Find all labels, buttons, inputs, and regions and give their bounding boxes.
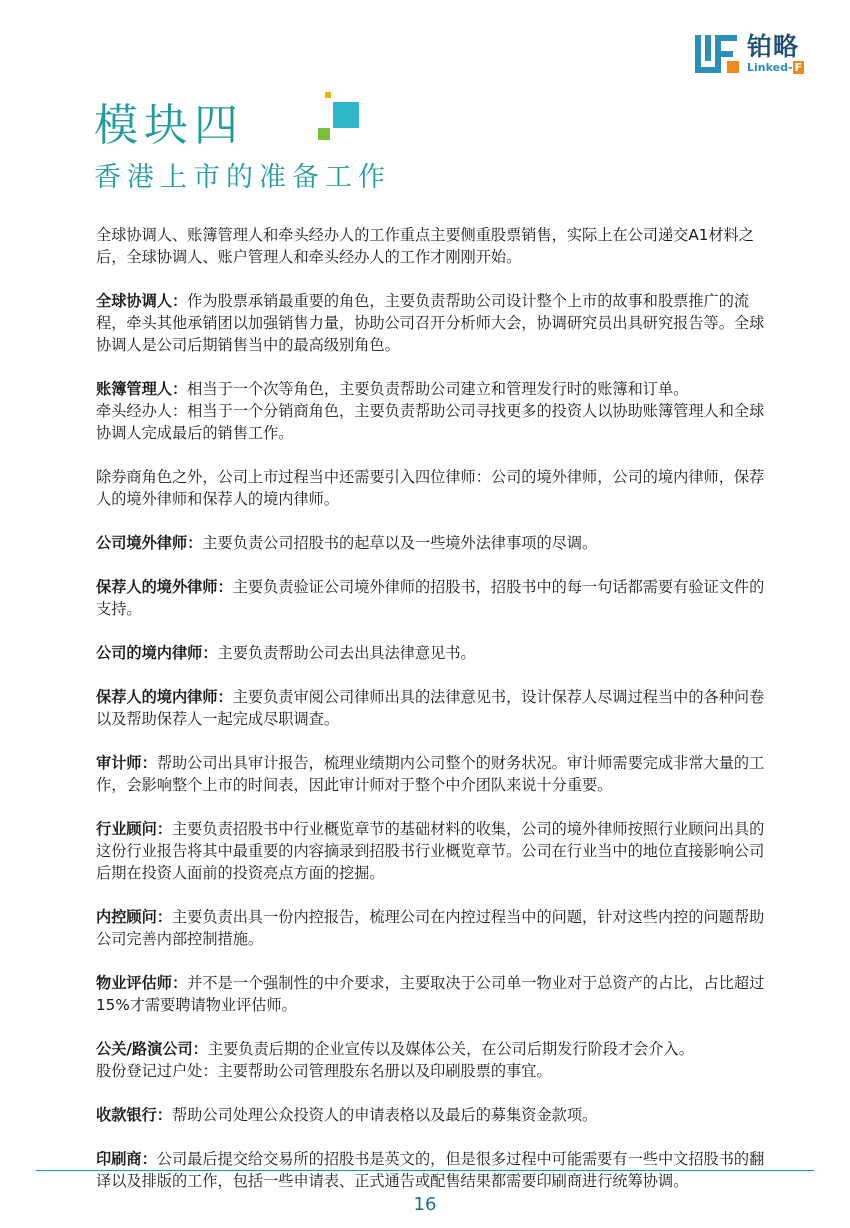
paragraph-label: 印刷商： xyxy=(96,1150,157,1168)
paragraph: 全球协调人：作为股票承销最重要的角色，主要负责帮助公司设计整个上市的故事和股票推广的流程，牵头其他承销团以加强销售力量，协助公司召开分析师大会，协调研究员出具研究报告等。全球协调人是公司后期销售当中的最高级别角色。 xyxy=(96,292,765,354)
paragraph-label: 保荐人的境内律师： xyxy=(96,688,233,706)
footer-divider xyxy=(36,1170,814,1171)
paragraph: 公关/路演公司：主要负责后期的企业宣传以及媒体公关，在公司后期发行阶段才会介入。 xyxy=(96,1040,694,1058)
paragraph: 公司境外律师：主要负责公司招股书的起草以及一些境外法律事项的尽调。 xyxy=(96,534,598,552)
paragraph: 股份登记过户处：主要帮助公司管理股东名册以及印刷股票的事宜。 xyxy=(96,1062,552,1080)
paragraph-label: 收款银行： xyxy=(96,1106,172,1124)
logo-mark-icon xyxy=(695,35,741,73)
paragraph: 除券商角色之外，公司上市过程当中还需要引入四位律师：公司的境外律师，公司的境内律师，保荐人的境外律师和保荐人的境内律师。 xyxy=(96,468,765,508)
paragraph: 物业评估师：并不是一个强制性的中介要求，主要取决于公司单一物业对于总资产的占比，占比超过15%才需要聘请物业评估师。 xyxy=(96,974,765,1014)
paragraph-label: 全球协调人： xyxy=(96,292,188,310)
paragraph-label: 保荐人的境外律师： xyxy=(96,578,233,596)
paragraph: 内控顾问：主要负责出具一份内控报告，梳理公司在内控过程当中的问题，针对这些内控的问题帮助公司完善内部控制措施。 xyxy=(96,908,765,948)
paragraph: 保荐人的境内律师：主要负责审阅公司律师出具的法律意见书，设计保荐人尽调过程当中的各种问卷以及帮助保荐人一起完成尽职调查。 xyxy=(96,688,765,728)
page-number: 16 xyxy=(413,1194,437,1215)
logo-english-name: Linked- F xyxy=(747,61,803,74)
module-subtitle: 香港上市的准备工作 xyxy=(94,162,391,193)
logo-chinese-name: 铂略 xyxy=(747,32,800,61)
paragraph-label: 公司境外律师： xyxy=(96,534,203,552)
paragraph-label: 公司的境内律师： xyxy=(96,644,218,662)
paragraph: 公司的境内律师：主要负责帮助公司去出具法律意见书。 xyxy=(96,644,476,662)
paragraph-label: 审计师： xyxy=(96,754,157,772)
paragraph-label: 内控顾问： xyxy=(96,908,172,926)
paragraph: 印刷商：公司最后提交给交易所的招股书是英文的，但是很多过程中可能需要有一些中文招股书的翻译以及排版的工作，包括一些申请表、正式通告或配售结果都需要印刷商进行统筹协调。 xyxy=(96,1150,765,1190)
paragraph-label: 行业顾问： xyxy=(96,820,172,838)
paragraph: 保荐人的境外律师：主要负责验证公司境外律师的招股书，招股书中的每一句话都需要有验证文件的支持。 xyxy=(96,578,765,618)
paragraph: 审计师：帮助公司出具审计报告，梳理业绩期内公司整个的财务状况。审计师需要完成非常大量的工作，会影响整个上市的时间表，因此审计师对于整个中介团队来说十分重要。 xyxy=(96,754,765,794)
paragraph: 牵头经办人：相当于一个分销商角色，主要负责帮助公司寻找更多的投资人以协助账簿管理人和全球协调人完成最后的销售工作。 xyxy=(96,402,765,442)
paragraph-label: 公关/路演公司： xyxy=(96,1040,208,1058)
module-title: 模块四 xyxy=(94,100,244,151)
decorative-squares-icon xyxy=(315,90,365,145)
paragraph-label: 账簿管理人： xyxy=(96,380,188,398)
paragraph: 账簿管理人：相当于一个次等角色，主要负责帮助公司建立和管理发行时的账簿和订单。 xyxy=(96,380,689,398)
brand-logo xyxy=(695,34,804,73)
body-text xyxy=(96,224,776,1214)
paragraph: 行业顾问：主要负责招股书中行业概览章节的基础材料的收集，公司的境外律师按照行业顾问出具的这份行业报告将其中最重要的内容摘录到招股书行业概览章节。公司在行业当中的地位直接影响公司后期在投资人面前的投资亮点方面的挖掘。 xyxy=(96,820,765,882)
paragraph: 收款银行：帮助公司处理公众投资人的申请表格以及最后的募集资金款项。 xyxy=(96,1106,598,1124)
paragraph: 全球协调人、账簿管理人和牵头经办人的工作重点主要侧重股票销售，实际上在公司递交A1材料之后，全球协调人、账户管理人和牵头经办人的工作才刚刚开始。 xyxy=(96,226,754,266)
paragraph-label: 物业评估师： xyxy=(96,974,188,992)
